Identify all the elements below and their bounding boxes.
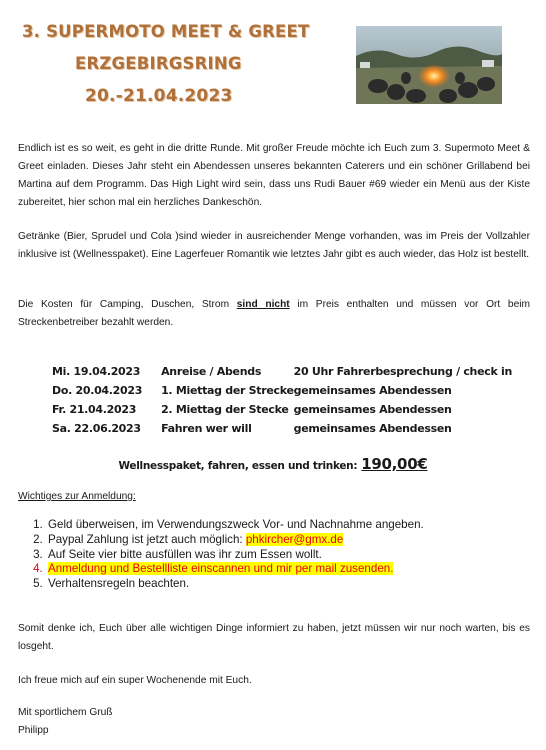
schedule-note: gemeinsames Abendessen (293, 422, 452, 435)
table-row (52, 400, 512, 419)
schedule-date: Fr. 21.04.2023 (52, 403, 137, 416)
campfire-photo (356, 26, 502, 104)
registration-item-3: Auf Seite vier bitte ausfüllen was ihr zum Essen wollt. (48, 547, 322, 561)
closing-wish: Ich freue mich auf ein super Wochenende mit Euch. (18, 675, 252, 686)
schedule-table (52, 362, 512, 438)
schedule-note: 20 Uhr Fahrerbesprechung / check in (293, 365, 512, 378)
costs-text-after: im Preis enthalten und müssen vor Ort beim Streckenbetreiber bezahlt werden. (18, 299, 530, 328)
registration-item-5: Verhaltensregeln beachten. (48, 577, 190, 591)
price-line (0, 455, 546, 473)
drinks-paragraph: Getränke (Bier, Sprudel und Cola )sind wieder in ausreichender Menge vorhanden, was im Preis der Vollzahler inklusive ist (Wellnesspaket). Eine Lagerfeuer Romantik wie letztes Jahr gibt es auch wieder, das Holz ist bestellt. (18, 231, 530, 260)
price-label: Wellnesspaket, fahren, essen und trinken: (118, 460, 358, 472)
costs-text-before: Die Kosten für Camping, Duschen, Strom (18, 299, 237, 310)
closing-greeting: Mit sportlichem Gruß (18, 707, 113, 718)
registration-heading: Wichtiges zur Anmeldung: (18, 491, 136, 502)
list-item (46, 533, 424, 548)
schedule-activity: Anreise / Abends (161, 365, 262, 378)
title-line-3: 20.-21.04.2023 (85, 86, 233, 106)
title-line-2: ERZGEBIRGSRING (75, 54, 242, 73)
schedule-date: Do. 20.04.2023 (52, 384, 143, 397)
list-item (46, 548, 424, 563)
table-row (52, 419, 512, 438)
costs-paragraph (18, 296, 530, 332)
list-item (46, 577, 424, 592)
schedule-date: Mi. 19.04.2023 (52, 365, 141, 378)
table-row (52, 381, 512, 400)
signature-name: Philipp (18, 725, 49, 736)
registration-item-2: Paypal Zahlung ist jetzt auch möglich: (48, 532, 246, 546)
table-row (52, 362, 512, 381)
title-line-1: 3. SUPERMOTO MEET & GREET (22, 22, 310, 41)
registration-list (18, 518, 424, 592)
list-item (46, 518, 424, 533)
paypal-email-link[interactable]: phkircher@gmx.de (245, 532, 344, 546)
schedule-note: gemeinsames Abendessen (293, 384, 452, 397)
schedule-date: Sa. 22.06.2023 (52, 422, 141, 435)
closing-paragraph: Somit denke ich, Euch über alle wichtigen Dinge informiert zu haben, jetzt müssen wir nur noch warten, bis es losgeht. (18, 623, 530, 652)
list-item (46, 562, 424, 577)
schedule-activity: Fahren wer will (161, 422, 252, 435)
registration-item-4: Anmeldung und Bestellliste einscannen und mir per mail zusenden. (48, 562, 394, 576)
schedule-activity: 2. Miettag der Stecke (161, 403, 289, 416)
registration-item-1: Geld überweisen, im Verwendungszweck Vor- und Nachnahme angeben. (48, 518, 424, 531)
intro-paragraph: Endlich ist es so weit, es geht in die dritte Runde. Mit großer Freude möchte ich Euch zum 3. Supermoto Meet & Greet einladen. Dieses Jahr steht ein Abendessen unseres bekannten Caterers und ein schöner Grillabend bei Martina auf dem Programm. Das High Light wird sein, dass uns Rudi Bauer #69 wieder ein Menü aus der Kiste zubereitet, hier schon mal ein herzliches Dankeschön. (18, 143, 530, 208)
price-amount: 190,00€ (361, 455, 428, 473)
schedule-activity: 1. Miettag der Strecke (161, 384, 294, 397)
schedule-note: gemeinsames Abendessen (293, 403, 452, 416)
costs-emphasis: sind nicht (236, 299, 290, 310)
